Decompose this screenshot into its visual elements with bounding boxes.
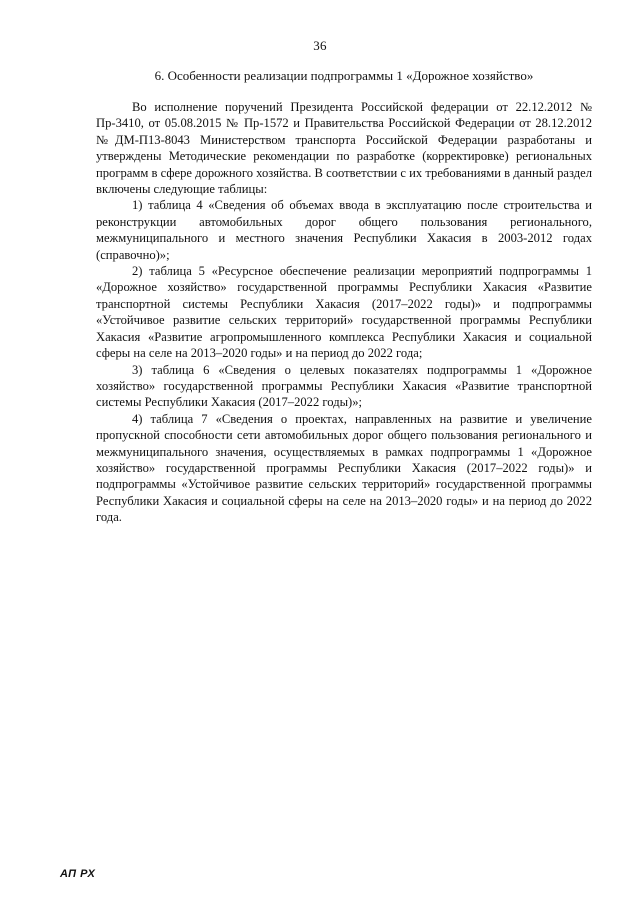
- document-body: [96, 99, 592, 526]
- list-item-table-6: 3) таблица 6 «Сведения о целевых показателях подпрограммы 1 «Дорожное хозяйство» государственной программы Республики Хакасия «Развитие транспортной системы Республики Хакасия (2017–2022 годы)»;: [96, 362, 592, 410]
- list-item-table-5: 2) таблица 5 «Ресурсное обеспечение реализации мероприятий подпрограммы 1 «Дорожное хозяйство» государственной программы Республики Хакасия «Развитие транспортной системы Республики Хакасия (2017–2022 годы)» и подпрограммы «Устойчивое развитие сельских территорий» государственной программы Республики Хакасия «Развитие агропромышленного комплекса Республики Хакасия и социальной сферы на селе на 2013–2020 годы» и на период до 2022 года;: [96, 264, 592, 361]
- list-item-table-4: 1) таблица 4 «Сведения об объемах ввода в эксплуатацию после строительства и реконструкции автомобильных дорог общего пользования регионального, межмуниципального и местного значения Республики Хакасия в 2003-2012 годах (справочно)»;: [96, 198, 592, 262]
- list-item-table-7: 4) таблица 7 «Сведения о проектах, направленных на развитие и увеличение пропускной способности сети автомобильных дорог общего пользования регионального и межмуниципального значения, осуществляемых в рамках подпрограммы 1 «Дорожное хозяйство» государственной программы Республики Хакасия (2017–2022 годы)» и подпрограммы «Устойчивое развитие сельских территорий» государственной программы Республики Хакасия и социальной сферы на селе на 2013–2020 годы» и на период до 2022 года.: [96, 411, 592, 525]
- intro-paragraph: Во исполнение поручений Президента Российской федерации от 22.12.2012 № Пр-3410, от 05.08.2015 № Пр-1572 и Правительства Российской Федерации от 28.12.2012 №ДМ-П13-8043 Министерством транспорта Российской Федерации разработаны и утверждены Методические рекомендации по разработке (корректировке) региональных программ в сфере дорожного хозяйства. В соответствии с их требованиями в данный раздел включены следующие таблицы:: [96, 100, 592, 197]
- footer-mark: АП РХ: [60, 868, 96, 880]
- page-number: 36: [313, 38, 327, 53]
- section-title: 6. Особенности реализации подпрограммы 1 «Дорожное хозяйство»: [154, 68, 534, 83]
